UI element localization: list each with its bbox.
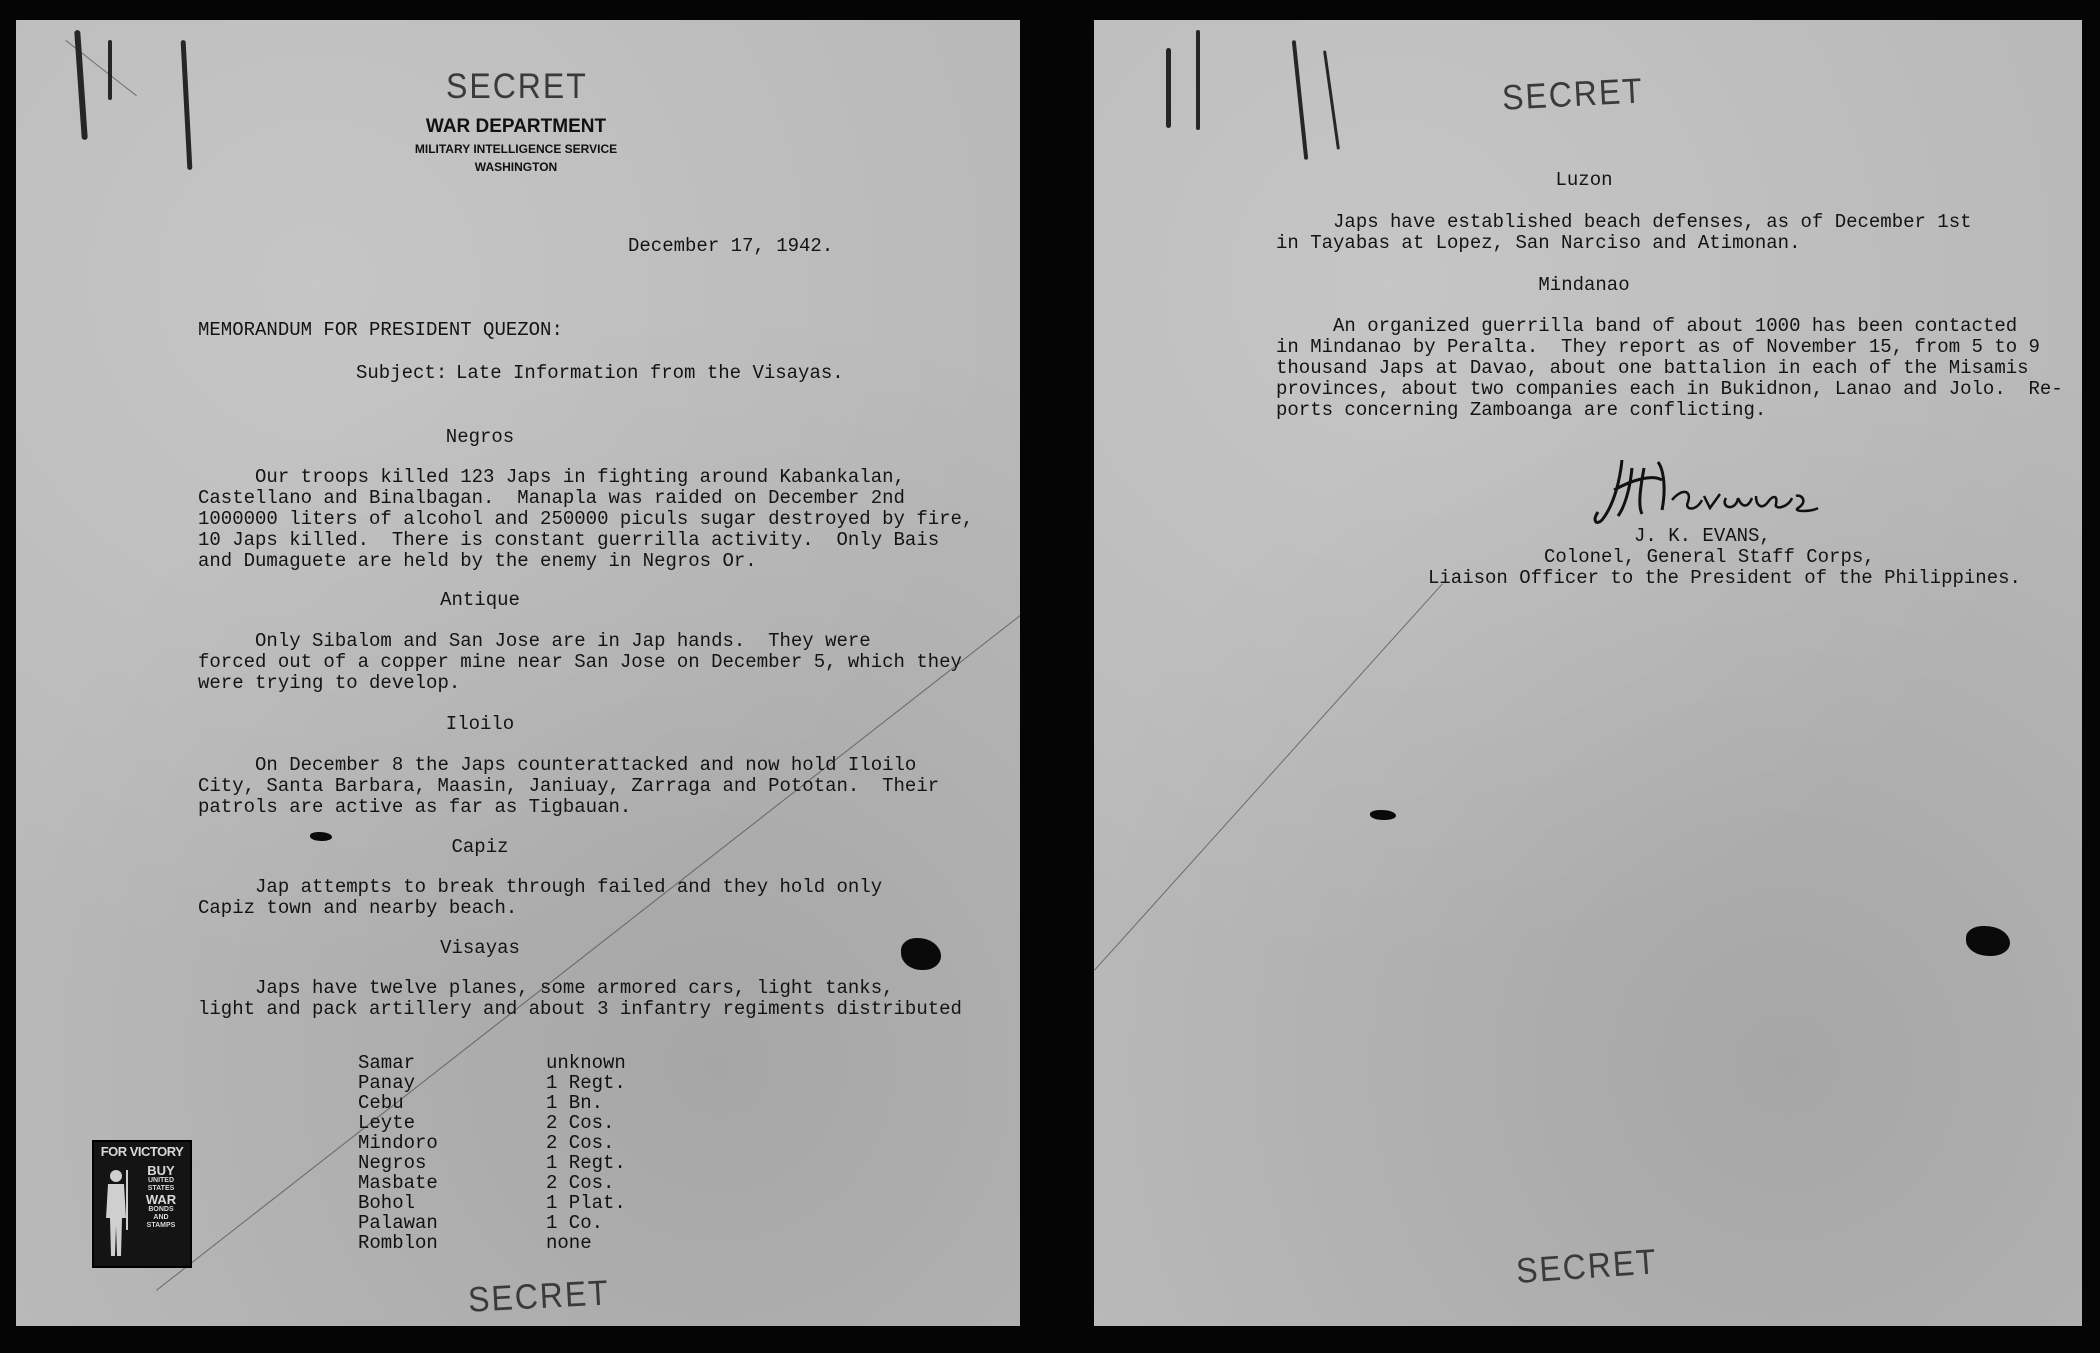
table-cell-force: unknown (546, 1052, 626, 1074)
table-cell-force: 2 Cos. (546, 1172, 615, 1194)
signature-text: J.K.Evans (1592, 450, 1598, 451)
signer-name: J. K. EVANS, (1634, 525, 1771, 547)
section-body-line: forced out of a copper mine near San Jose on December 5, which they (198, 651, 962, 673)
section-body-line: in Mindanao by Peralta. They report as of November 15, from 5 to 9 (1276, 336, 2040, 358)
film-scratch (1196, 30, 1200, 130)
table-cell-place: Panay (358, 1072, 416, 1094)
section-body-line: provinces, about two companies each in Bukidnon, Lanao and Jolo. Re- (1276, 378, 2063, 400)
memo-addressee: MEMORANDUM FOR PRESIDENT QUEZON: (198, 319, 563, 341)
secret-stamp-top: SECRET (1501, 70, 1645, 118)
table-cell-place: Masbate (358, 1172, 438, 1194)
poster-and: AND (153, 1214, 169, 1221)
film-scratch (1323, 50, 1340, 149)
section-body-line: On December 8 the Japs counterattacked and now hold Iloilo (198, 754, 917, 776)
section-body-line: and Dumaguete are held by the enemy in Negros Or. (198, 550, 757, 572)
table-cell-place: Romblon (358, 1232, 438, 1254)
signer-title: Liaison Officer to the President of the Philippines. (1428, 567, 2021, 589)
poster-stamps: STAMPS (146, 1222, 176, 1229)
section-body-line: 10 Japs killed. There is constant guerrilla activity. Only Bais (198, 529, 940, 551)
subject-text: Late Information from the Visayas. (456, 362, 844, 384)
handwritten-signature (1592, 450, 1822, 530)
section-heading-luzon: Luzon (1555, 169, 1613, 191)
section-body-line: were trying to develop. (198, 672, 461, 694)
section-body-line: Japs have established beach defenses, as of December 1st (1276, 211, 1972, 233)
ink-blot (310, 832, 332, 841)
secret-stamp-bottom: SECRET (1514, 1241, 1659, 1291)
section-body-line: Castellano and Binalbagan. Manapla was raided on December 2nd (198, 487, 905, 509)
film-scratch (74, 30, 88, 140)
section-body-line: patrols are active as far as Tigbauan. (198, 796, 632, 818)
table-cell-force: 2 Cos. (546, 1112, 615, 1134)
section-body-line: thousand Japs at Davao, about one battalion in each of the Misamis (1276, 357, 2029, 379)
section-body-line: Capiz town and nearby beach. (198, 897, 518, 919)
section-heading-iloilo: Iloilo (445, 713, 515, 735)
table-cell-force: none (546, 1232, 592, 1254)
section-body-line: An organized guerrilla band of about 1000 has been contacted (1276, 315, 2018, 337)
table-cell-place: Leyte (358, 1112, 416, 1134)
table-cell-place: Negros (358, 1152, 427, 1174)
section-heading-mindanao: Mindanao (1538, 274, 1630, 296)
secret-stamp-bottom: SECRET (467, 1272, 611, 1320)
table-cell-force: 1 Regt. (546, 1152, 626, 1174)
letterhead-department: WAR DEPARTMENT (425, 116, 607, 137)
table-cell-place: Bohol (358, 1192, 416, 1214)
table-cell-place: Mindoro (358, 1132, 438, 1154)
poster-bonds: BONDS (148, 1206, 174, 1213)
section-heading-antique: Antique (440, 589, 520, 611)
secret-stamp-top: SECRET (446, 66, 588, 106)
section-heading-visayas: Visayas (440, 937, 520, 959)
letterhead-service: MILITARY INTELLIGENCE SERVICE (414, 142, 618, 156)
section-body-line: Only Sibalom and San Jose are in Jap hands. They were (198, 630, 871, 652)
table-cell-force: 1 Regt. (546, 1072, 626, 1094)
table-cell-place: Samar (358, 1052, 416, 1074)
table-cell-place: Palawan (358, 1212, 438, 1234)
war-bonds-poster (92, 1140, 192, 1268)
ink-blot (1370, 810, 1396, 820)
poster-headline: FOR VICTORY (100, 1144, 184, 1159)
section-body-line: light and pack artillery and about 3 infantry regiments distributed (198, 998, 962, 1020)
table-cell-force: 1 Plat. (546, 1192, 626, 1214)
table-cell-force: 2 Cos. (546, 1132, 615, 1154)
section-body-line: Japs have twelve planes, some armored cars, light tanks, (198, 977, 894, 999)
ink-blot (1966, 926, 2010, 956)
poster-text (134, 1164, 188, 1230)
section-body-line: in Tayabas at Lopez, San Narciso and Atimonan. (1276, 232, 1801, 254)
section-heading-capiz: Capiz (451, 836, 509, 858)
film-scratch (181, 40, 193, 170)
soldier-silhouette-icon (100, 1166, 132, 1258)
section-body-line: Jap attempts to break through failed and they hold only (198, 876, 883, 898)
table-cell-force: 1 Co. (546, 1212, 604, 1234)
section-body-line: City, Santa Barbara, Maasin, Janiuay, Zarraga and Pototan. Their (198, 775, 940, 797)
letterhead-city: WASHINGTON (474, 160, 558, 174)
poster-buy: BUY (147, 1163, 175, 1178)
table-cell-place: Cebu (358, 1092, 404, 1114)
film-scratch (1292, 40, 1309, 160)
film-scratch (1094, 584, 1443, 971)
signer-rank: Colonel, General Staff Corps, (1544, 546, 1875, 568)
memo-date: December 17, 1942. (628, 235, 834, 257)
memo-page-1 (16, 20, 1020, 1326)
film-scratch (108, 40, 112, 100)
subject-label: Subject: (356, 362, 448, 384)
poster-united-states: UNITED STATES (147, 1177, 175, 1192)
section-heading-negros: Negros (445, 426, 515, 448)
section-body-line: ports concerning Zamboanga are conflicting. (1276, 399, 1767, 421)
film-scratch (1166, 48, 1171, 128)
memo-page-2 (1094, 20, 2082, 1326)
table-cell-force: 1 Bn. (546, 1092, 604, 1114)
poster-war: WAR (145, 1192, 177, 1207)
section-body-line: 1000000 liters of alcohol and 250000 piculs sugar destroyed by fire, (198, 508, 974, 530)
ink-blot (901, 938, 941, 970)
section-body-line: Our troops killed 123 Japs in fighting around Kabankalan, (198, 466, 905, 488)
